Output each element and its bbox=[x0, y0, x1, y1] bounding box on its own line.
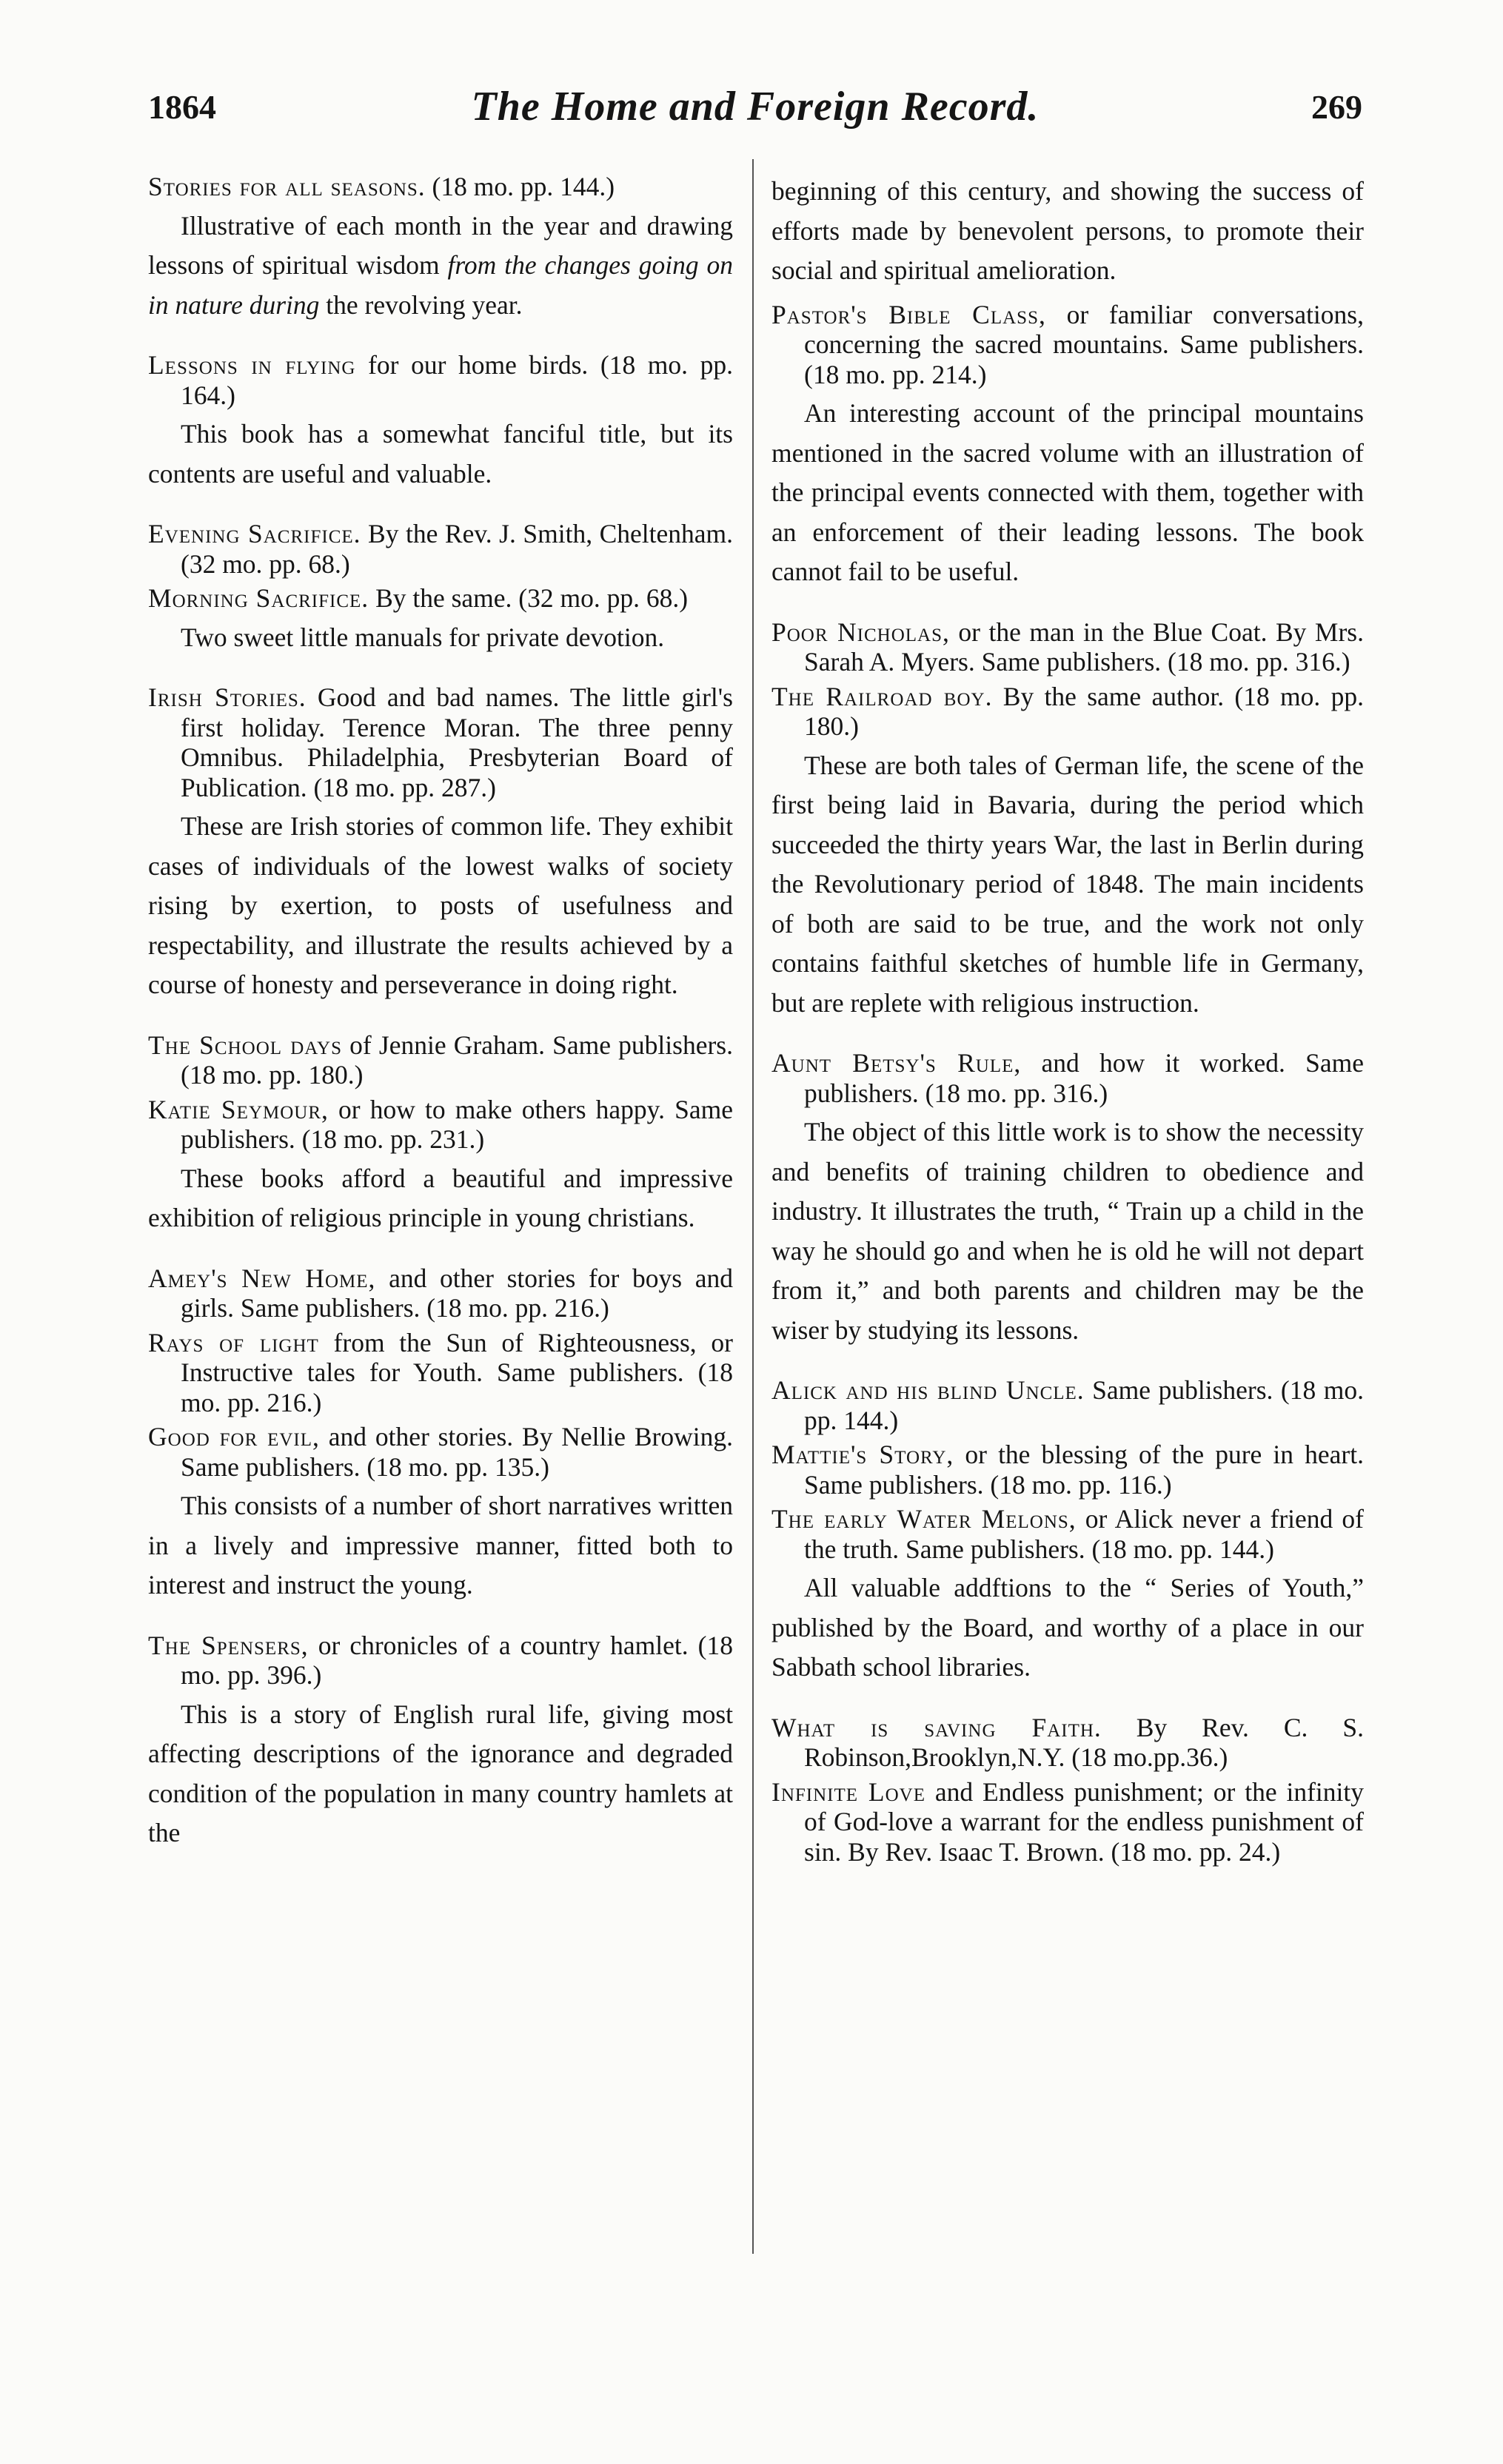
book-title: Stories for all seasons. bbox=[148, 172, 426, 201]
book-description bbox=[148, 207, 733, 326]
book-details: By the same author. (18 mo. pp. 180.) bbox=[804, 681, 1364, 741]
book-description bbox=[771, 394, 1364, 592]
description-text: This book has a somewhat fanciful title, but its contents are useful and valuable. bbox=[148, 419, 733, 489]
description-text: These are both tales of German life, the scene of the first being laid in Bavaria, during the period which succeeded the thirty years War, the last in Berlin during the Revolutionary period of 1848. The main incidents of both are said to be true, and the work not only contains faithful sketches of humble life in Germany, but are replete with religious instruction. bbox=[771, 750, 1364, 1018]
book-details: and how it worked. Same publishers. (18 mo. pp. 316.) bbox=[804, 1048, 1364, 1108]
book-entry bbox=[771, 1048, 1364, 1108]
book-title: Pastor's Bible Class, bbox=[771, 299, 1046, 329]
book-title: Irish Stories. bbox=[148, 682, 307, 712]
book-title: Aunt Betsy's Rule, bbox=[771, 1048, 1022, 1078]
book-details: and Endless punishment; or the infinity of God-love a warrant for the endless punishment of sin. By Rev. Isaac T. Brown. (18 mo. pp. 24.) bbox=[804, 1776, 1364, 1867]
book-details: By Rev. C. S. Robinson,Brooklyn,N.Y. (18 mo.pp.36.) bbox=[804, 1712, 1365, 1772]
book-title: Good for evil, bbox=[148, 1422, 320, 1451]
book-entry bbox=[148, 1631, 733, 1691]
book-entry bbox=[771, 1777, 1364, 1867]
book-details: By the same. (32 mo. pp. 68.) bbox=[369, 583, 689, 613]
book-details: or familiar conversations, concerning the sacred mountains. Same publishers. (18 mo. pp. 214.) bbox=[804, 299, 1364, 389]
description-text: These books afford a beautiful and impressive exhibition of religious principle in young christians. bbox=[148, 1163, 733, 1232]
book-entry bbox=[148, 1263, 733, 1323]
book-title: What is saving Faith. bbox=[771, 1712, 1102, 1742]
book-entry bbox=[148, 1030, 733, 1090]
description-text: All valuable addftions to the “ Series of Youth,” published by the Board, and worthy of a place in our Sabbath school libraries. bbox=[771, 1573, 1364, 1682]
description-text: An interesting account of the principal mountains mentioned in the sacred volume with an illustration of the principal events connected with them, together with an enforcement of their leading lessons. The book cannot fail to be useful. bbox=[771, 398, 1364, 586]
book-title: Lessons in flying bbox=[148, 350, 356, 380]
book-entry bbox=[148, 583, 733, 614]
book-description bbox=[148, 807, 733, 1005]
column-rule bbox=[752, 159, 754, 2254]
book-details: of Jennie Graham. Same publishers. (18 mo. pp. 180.) bbox=[181, 1030, 733, 1090]
book-title: The School days bbox=[148, 1030, 342, 1060]
book-title: Rays of light bbox=[148, 1327, 319, 1357]
description-text: Illustrative of each month in the year and drawing lessons of spiritual wisdom bbox=[148, 210, 733, 280]
book-details: or chronicles of a country hamlet. (18 mo. pp. 396.) bbox=[181, 1630, 733, 1690]
book-description bbox=[148, 618, 733, 658]
book-title: The Railroad boy. bbox=[771, 681, 993, 711]
book-details: and other stories for boys and girls. Same publishers. (18 mo. pp. 216.) bbox=[181, 1263, 734, 1323]
description-text: beginning of this century, and showing the success of efforts made by benevolent persons, to promote their social and spiritual amelioration. bbox=[771, 176, 1364, 285]
book-details: or how to make others happy. Same publishers. (18 mo. pp. 231.) bbox=[181, 1094, 733, 1154]
book-description bbox=[148, 414, 733, 494]
description-italic: from the changes going on in nature during bbox=[148, 250, 733, 320]
book-entry bbox=[148, 1095, 733, 1155]
book-entry bbox=[771, 300, 1364, 390]
book-entry bbox=[771, 682, 1364, 742]
book-description bbox=[148, 1695, 733, 1853]
book-entry bbox=[148, 1422, 733, 1482]
book-details: or the man in the Blue Coat. By Mrs. Sarah A. Myers. Same publishers. (18 mo. pp. 316.) bbox=[804, 617, 1364, 677]
book-entry bbox=[771, 1375, 1364, 1435]
left-column bbox=[148, 172, 733, 1862]
book-entry bbox=[148, 350, 733, 410]
journal-title: The Home and Foreign Record. bbox=[471, 84, 1040, 130]
book-title: Mattie's Story, bbox=[771, 1440, 954, 1469]
book-title: Amey's New Home, bbox=[148, 1263, 376, 1293]
description-text: These are Irish stories of common life. They exhibit cases of individuals of the lowest walks of society rising by exertion, to posts of usefulness and respectability, and illustrate the results achieved by a course of honesty and perseverance in doing right. bbox=[148, 811, 733, 999]
book-description bbox=[771, 746, 1364, 1024]
book-details: from the Sun of Righteousness, or Instructive tales for Youth. Same publishers. (18 mo. pp. 216.) bbox=[181, 1327, 733, 1417]
book-entry bbox=[148, 519, 733, 579]
description-text: Two sweet little manuals for private devotion. bbox=[181, 622, 665, 652]
running-header bbox=[148, 84, 1362, 139]
continued-description bbox=[771, 172, 1364, 291]
book-title: Evening Sacrifice. bbox=[148, 519, 361, 548]
book-title: The early Water Melons, bbox=[771, 1504, 1077, 1534]
description-text: The object of this little work is to show the necessity and benefits of training children to obedience and industry. It illustrates the truth, “ Train up a child in the way he should go and when he is old he will not depart from it,” and both parents and children may be the wiser by studying its lessons. bbox=[771, 1117, 1364, 1345]
book-title: Poor Nicholas, bbox=[771, 617, 950, 647]
book-title: Katie Seymour, bbox=[148, 1094, 329, 1124]
book-details: Same publishers. (18 mo. pp. 144.) bbox=[804, 1375, 1364, 1435]
header-year: 1864 bbox=[148, 88, 216, 126]
book-entry bbox=[771, 1504, 1364, 1564]
book-details: (18 mo. pp. 144.) bbox=[425, 172, 615, 201]
right-column bbox=[771, 172, 1364, 1871]
book-description bbox=[771, 1112, 1364, 1350]
description-text: This consists of a number of short narratives written in a lively and impressive manner, fitted both to interest and instruct the young. bbox=[148, 1491, 733, 1599]
book-title: Alick and his blind Uncle. bbox=[771, 1375, 1085, 1405]
book-entry bbox=[148, 682, 733, 802]
book-entry bbox=[771, 1713, 1364, 1773]
book-entry bbox=[771, 617, 1364, 677]
book-details: for our home birds. (18 mo. pp. 164.) bbox=[181, 350, 733, 410]
book-description bbox=[771, 1568, 1364, 1688]
book-details: or the blessing of the pure in heart. Same publishers. (18 mo. pp. 116.) bbox=[804, 1440, 1364, 1500]
book-entry bbox=[148, 172, 733, 202]
book-details: Good and bad names. The little girl's first holiday. Terence Moran. The three penny Omnibus. Philadelphia, Presbyterian Board of Publication. (18 mo. pp. 287.) bbox=[181, 682, 733, 802]
book-title: Infinite Love bbox=[771, 1776, 925, 1807]
book-details: and other stories. By Nellie Browing. Same publishers. (18 mo. pp. 135.) bbox=[181, 1422, 733, 1482]
book-description bbox=[148, 1159, 733, 1238]
description-text: This is a story of English rural life, giving most affecting descriptions of the ignorance and degraded condition of the population in many country hamlets at the bbox=[148, 1699, 733, 1847]
book-entry bbox=[148, 1328, 733, 1418]
description-tail: the revolving year. bbox=[319, 289, 523, 320]
book-title: The Spensers, bbox=[148, 1630, 309, 1660]
book-details: By the Rev. J. Smith, Cheltenham. (32 mo. pp. 68.) bbox=[181, 519, 733, 579]
book-description bbox=[148, 1486, 733, 1605]
book-details: or Alick never a friend of the truth. Same publishers. (18 mo. pp. 144.) bbox=[804, 1504, 1364, 1564]
page-number: 269 bbox=[1311, 88, 1362, 126]
book-title: Morning Sacrifice. bbox=[148, 583, 369, 613]
book-entry bbox=[771, 1440, 1364, 1500]
